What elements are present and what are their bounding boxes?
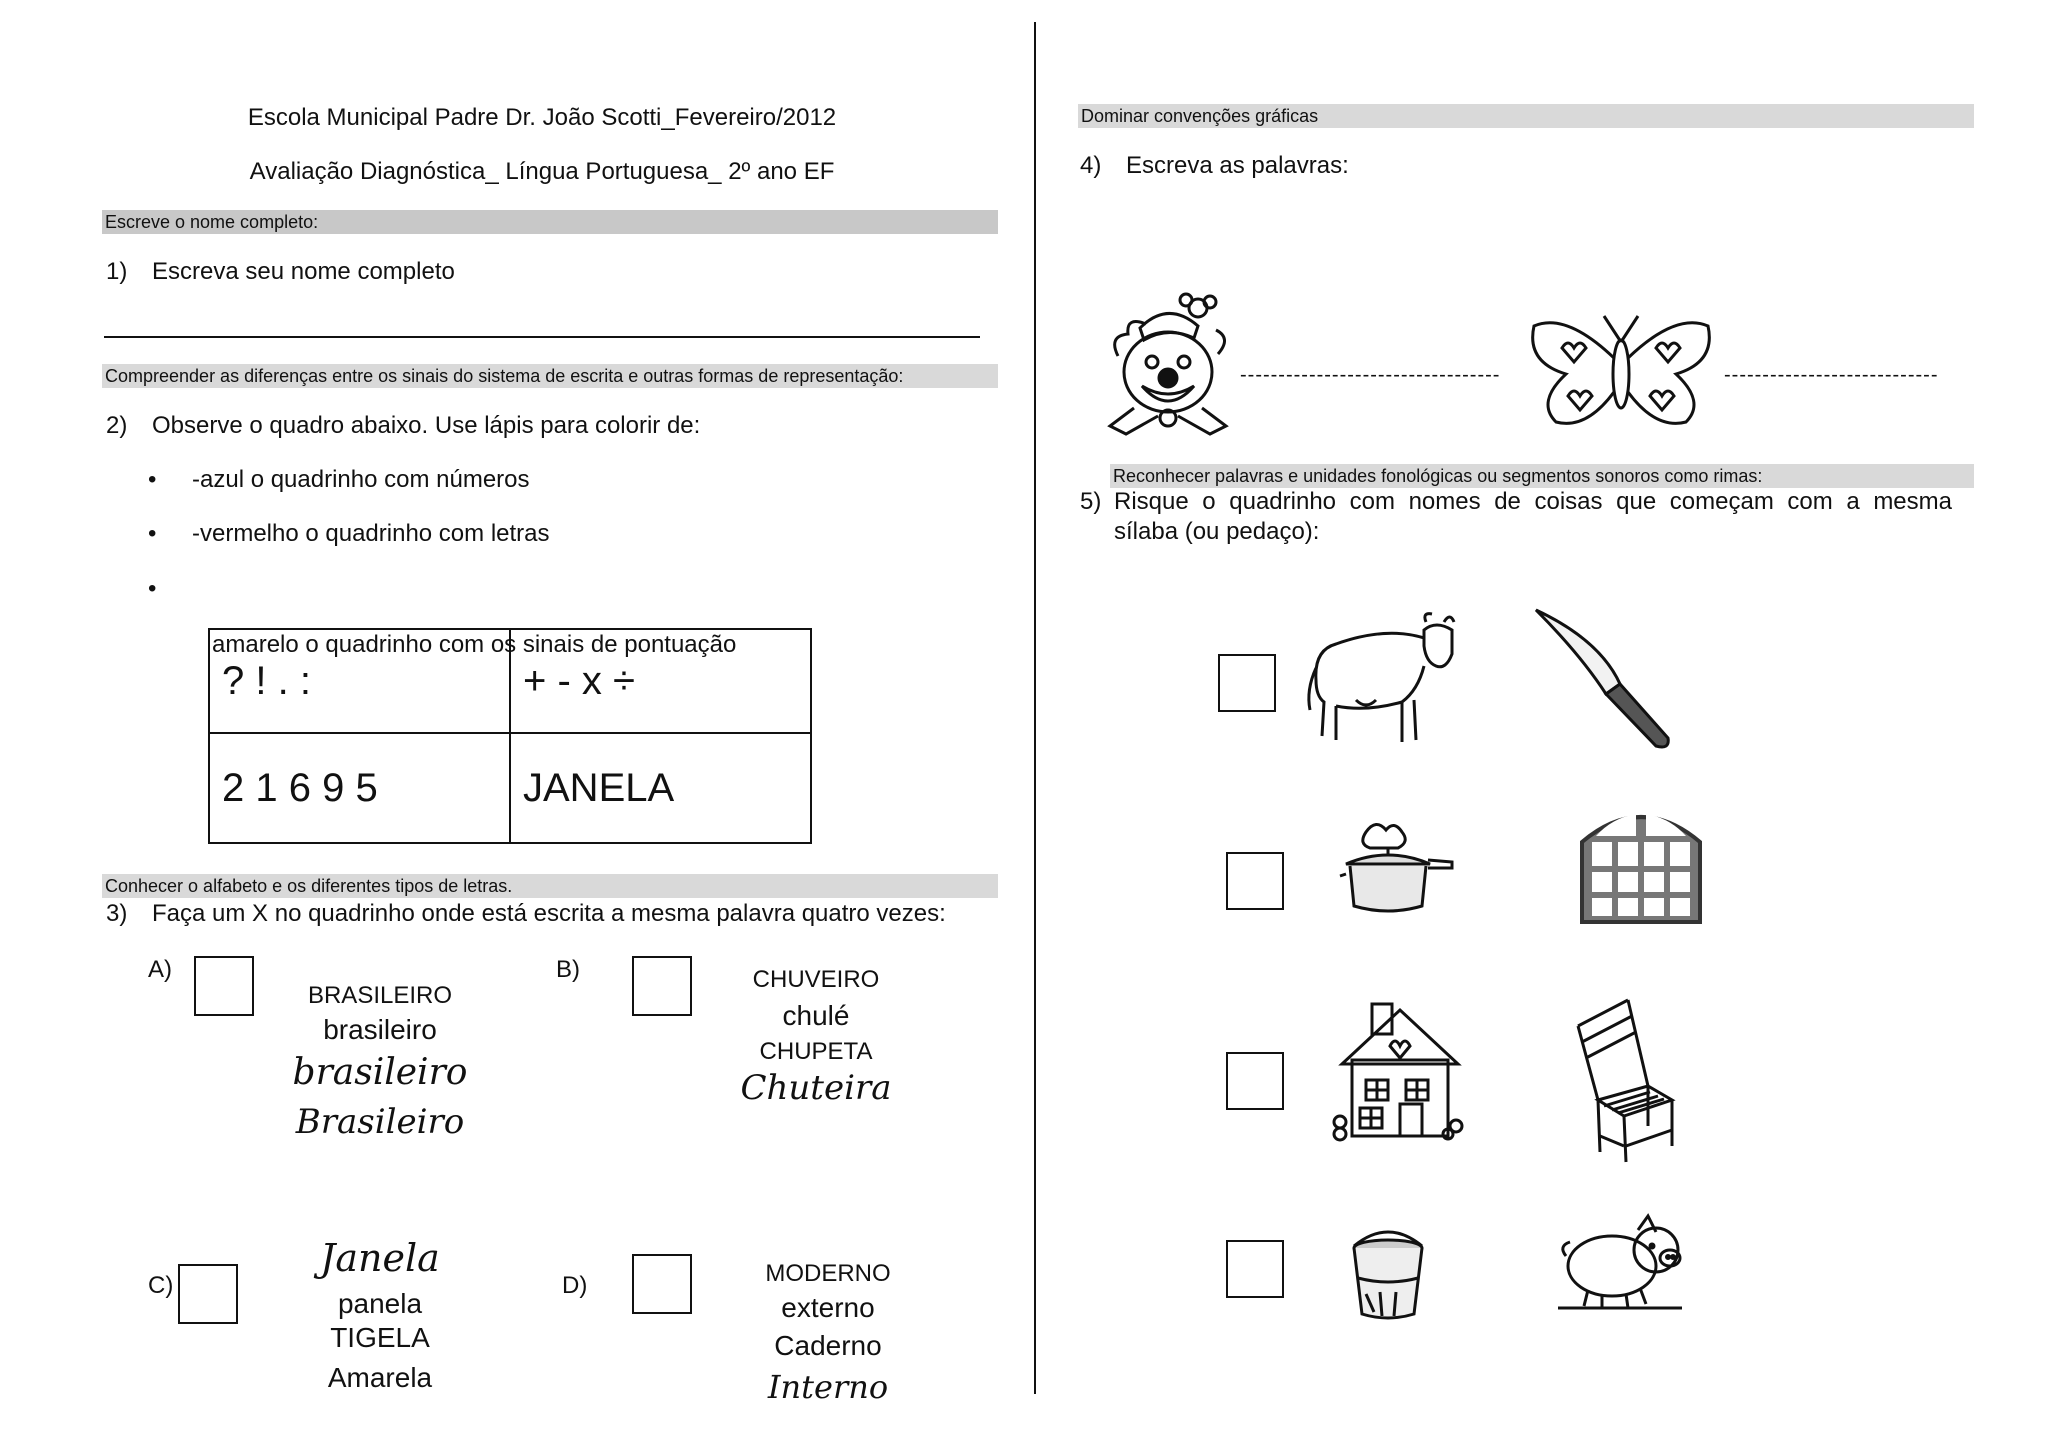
- bullet-dot: •: [148, 575, 157, 602]
- skill-band-name: Escreve o nome completo:: [102, 210, 998, 234]
- clown-icon: [1098, 286, 1248, 436]
- question-text: Faça um X no quadrinho onde está escrita a mesma palavra quatro vezes:: [152, 900, 946, 927]
- school-header: Escola Municipal Padre Dr. João Scotti_Fevereiro/2012: [247, 104, 837, 131]
- bullet-item: • -vermelho o quadrinho com letras: [148, 520, 550, 547]
- question-number: 1): [106, 258, 128, 285]
- option-c-word: Amarela: [327, 1362, 433, 1393]
- option-d-checkbox[interactable]: [632, 1254, 692, 1314]
- option-c-word: panela: [337, 1288, 423, 1319]
- question-text: Observe o quadro abaixo. Use lápis para colorir de:: [152, 412, 701, 439]
- question-1: [106, 258, 455, 286]
- option-d-word: Caderno: [774, 1330, 882, 1361]
- option-a-word: brasileiro: [323, 1014, 437, 1045]
- skill-band-signs: Compreender as diferenças entre os sinais do sistema de escrita e outras formas de representação:: [102, 364, 998, 388]
- option-b-word: Chuteira: [740, 1068, 892, 1108]
- option-c-word: TIGELA: [330, 1322, 430, 1353]
- question-2: [106, 412, 700, 440]
- window-icon: [1582, 802, 1700, 922]
- option-a-checkbox[interactable]: [194, 956, 254, 1016]
- option-d-word: externo: [781, 1292, 875, 1323]
- question-5-text-line1: Risque o quadrinho com nomes de coisas que começam com a mesma: [1114, 488, 1952, 515]
- pressure-pot-icon: [1336, 816, 1456, 916]
- question-4: [1080, 152, 1349, 180]
- option-b-label: B): [556, 956, 580, 983]
- table-cell-math[interactable]: + - x ÷: [510, 629, 811, 733]
- row2-checkbox[interactable]: [1226, 852, 1284, 910]
- option-b-word: CHUPETA: [759, 1038, 873, 1065]
- skill-band-phonology: Reconhecer palavras e unidades fonológicas ou segmentos sonoros como rimas:: [1110, 464, 1974, 488]
- table-cell-punctuation[interactable]: ? ! . :: [209, 629, 510, 733]
- house-icon: [1330, 994, 1470, 1144]
- option-d-word: MODERNO: [765, 1260, 891, 1287]
- option-a-word: brasileiro: [292, 1052, 468, 1093]
- answer-line-clown[interactable]: ----------------------------------: [1240, 364, 1501, 386]
- question-5-number: 5): [1080, 488, 1102, 515]
- row4-checkbox[interactable]: [1226, 1240, 1284, 1298]
- name-answer-line[interactable]: [104, 336, 980, 338]
- bucket-icon: [1346, 1222, 1430, 1322]
- symbols-table: [208, 628, 812, 844]
- option-a-word: Brasileiro: [295, 1102, 465, 1142]
- row1-checkbox[interactable]: [1218, 654, 1276, 712]
- bullet-item: • amarelo o quadrinho com os sinais de pontuação: [148, 575, 737, 658]
- chair-icon: [1568, 996, 1678, 1162]
- question-number: 2): [106, 412, 128, 439]
- table-cell-numbers[interactable]: 2 1 6 9 5: [209, 733, 510, 843]
- row3-checkbox[interactable]: [1226, 1052, 1284, 1110]
- knife-icon: [1530, 604, 1680, 754]
- option-d-word: Interno: [767, 1368, 889, 1406]
- skill-band-conventions: Dominar convenções gráficas: [1078, 104, 1974, 128]
- bullet-dot: •: [148, 520, 157, 547]
- option-b-checkbox[interactable]: [632, 956, 692, 1016]
- question-text: Escreva as palavras:: [1126, 152, 1349, 179]
- exam-title: Avaliação Diagnóstica_ Língua Portuguesa_ 2º ano EF: [249, 158, 835, 185]
- pig-icon: [1558, 1210, 1686, 1310]
- answer-line-butterfly[interactable]: ----------------------------: [1724, 364, 1939, 386]
- option-b-word: CHUVEIRO: [752, 966, 880, 993]
- option-b-word: chulé: [782, 1000, 850, 1031]
- option-a-word: BRASILEIRO: [307, 982, 453, 1009]
- cow-icon: [1306, 610, 1466, 750]
- table-cell-letters[interactable]: JANELA: [510, 733, 811, 843]
- question-number: 3): [106, 900, 128, 927]
- page-divider: [1034, 22, 1036, 1394]
- option-c-checkbox[interactable]: [178, 1264, 238, 1324]
- butterfly-icon: [1526, 312, 1716, 432]
- question-text: Escreva seu nome completo: [152, 258, 455, 285]
- bullet-item: • -azul o quadrinho com números: [148, 466, 530, 493]
- question-number: 4): [1080, 152, 1102, 179]
- option-a-label: A): [148, 956, 172, 983]
- option-c-word: Janela: [320, 1236, 440, 1280]
- option-d-label: D): [562, 1272, 588, 1299]
- option-c-label: C): [148, 1272, 174, 1299]
- skill-band-alphabet: Conhecer o alfabeto e os diferentes tipos de letras.: [102, 874, 998, 898]
- question-3: [106, 900, 946, 928]
- question-5-text-line2: sílaba (ou pedaço):: [1114, 518, 1320, 545]
- bullet-dot: •: [148, 466, 157, 493]
